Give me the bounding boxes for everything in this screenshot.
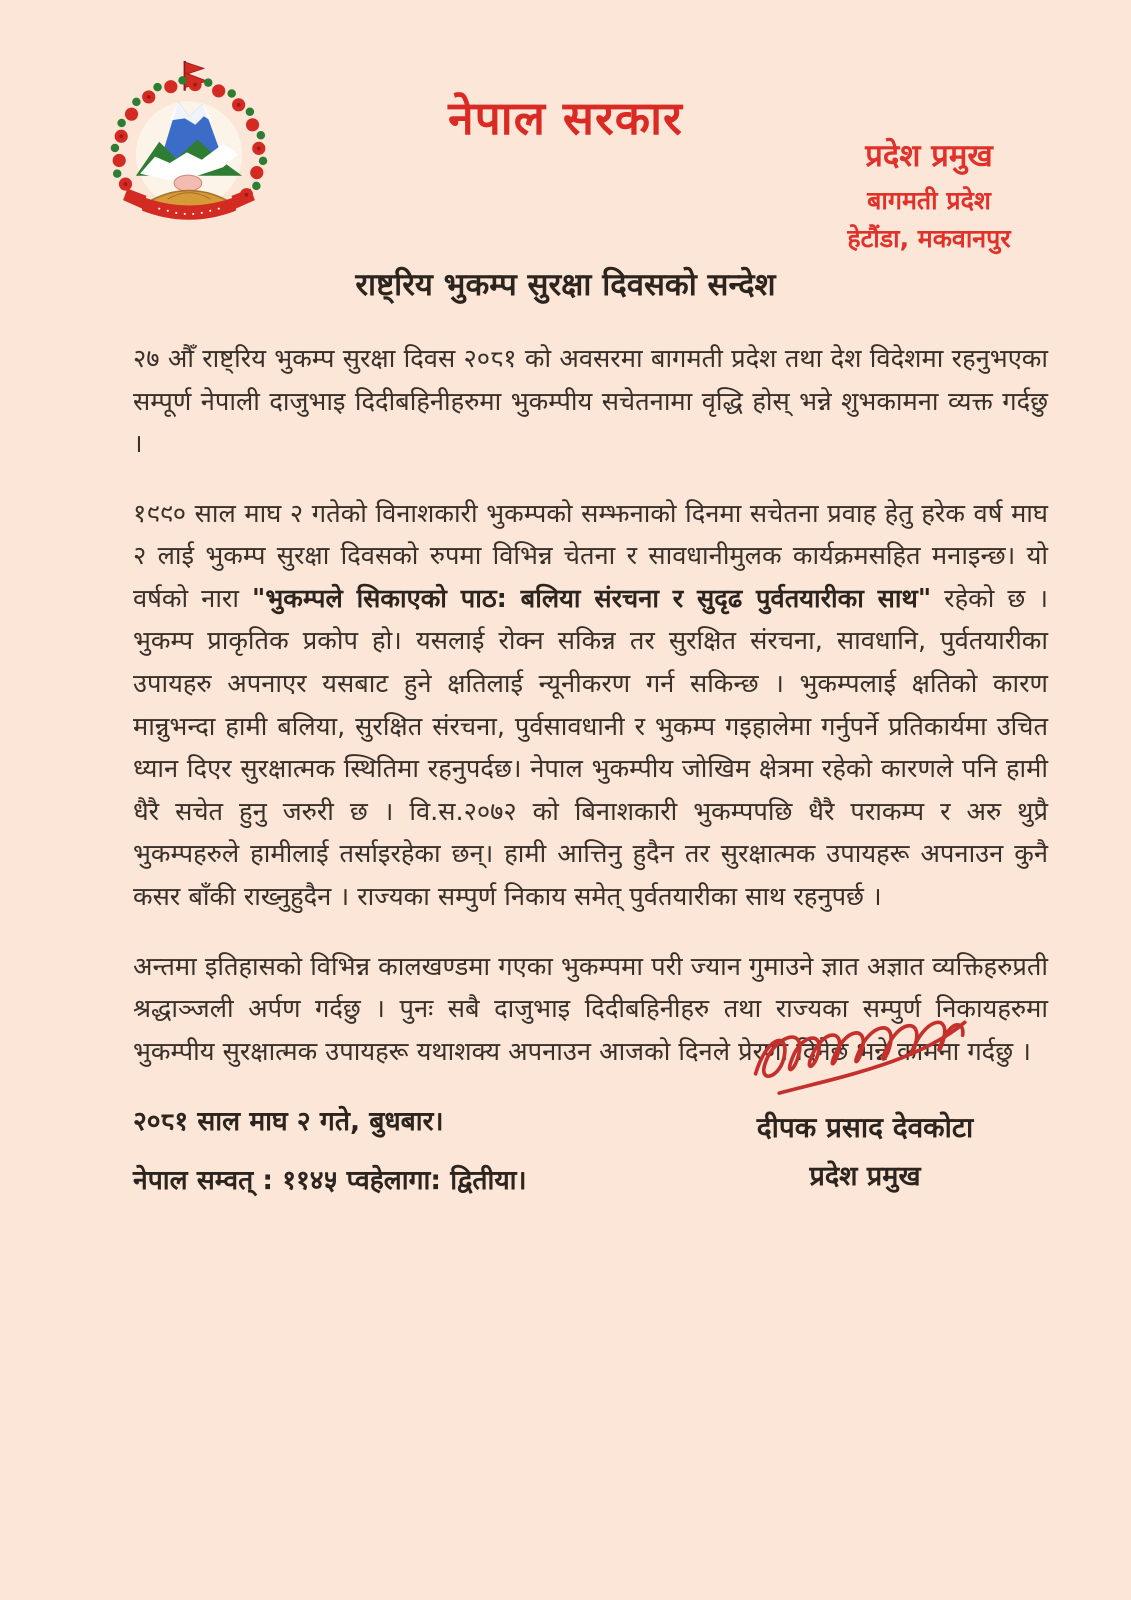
office-title: प्रदेश प्रमुख	[865, 138, 993, 174]
nepal-sambat-line: नेपाल सम्वत् : ११४५ प्वहेलागा: द्वितीया।	[133, 1164, 527, 1196]
office-block	[799, 136, 1059, 255]
paragraph-2-rest: रहेको छ । भुकम्प प्राकृतिक प्रकोप हो। यसलाई रोक्न सकिन्न तर सुरक्षित संरचना, सावधानि, पुर्वतयारीका उपायहरु अपनाएर यसबाट हुने क्षतिलाई न्यूनीकरण गर्न सकिन्छ । भुकम्पलाई क्षतिको कारण मान्नुभन्दा हामी बलिया, सुरक्षित संरचना, पुर्वसावधानी र भुकम्प गइहालेमा गर्नुपर्ने प्रतिकार्यमा उचित ध्यान दिएर सुरक्षात्मक स्थितिमा रहनुपर्दछ। नेपाल भुकम्पीय जोखिम क्षेत्रमा रहेको कारणले पनि हामी धैरै सचेत हुनु जरुरी छ । वि.स.२०७२ को बिनाशकारी भुकम्पपछि धैरै पराकम्प र अरु थुप्रै भुकम्पहरुले हामीलाई तर्साइरहेका छन्। हामी आत्तिनु हुदैन तर सुरक्षात्मक उपायहरू अपनाउन कुनै कसर बाँकी राख्नुहुदैन । राज्यका सम्पुर्ण निकाय समेत् पुर्वतयारीका साथ रहनुपर्छ ।	[133, 583, 1048, 912]
paragraph-2-lead: १९९० साल माघ २ गतेको विनाशकारी भुकम्पको सम्झनाको दिनमा सचेतना प्रवाह हेतु हरेक वर्ष माघ २ लाई भुकम्प सुरक्षा दिवसको रुपमा विभिन्न चेतना र सावधानीमुलक कार्यक्रमसहित मनाइन्छ। यो वर्षको नारा	[133, 498, 1048, 614]
paragraph-2	[133, 493, 1048, 919]
office-province: बागमती प्रदेश	[867, 185, 991, 215]
signature-block	[695, 988, 1035, 1193]
office-location: हेटौंडा, मकवानपुर	[847, 223, 1011, 253]
signatory-title: प्रदेश प्रमुख	[809, 1161, 921, 1192]
bikram-date-line: २०८१ साल माघ २ गते, बुधबार।	[133, 1106, 444, 1138]
paragraph-3: अन्तमा इतिहासको विभिन्न कालखण्डमा गएका भुकम्पमा परी ज्यान गुमाउने ज्ञात अज्ञात व्यक्तिहरुप्रती श्रद्धाञ्जली अर्पण गर्दछु । पुनः सबै दाजुभाइ दिदीबहिनीहरु तथा राज्यका सम्पुर्ण निकायहरुमा भुकम्पीय सुरक्षात्मक उपायहरू यथाशक्य अपनाउन आजको दिनले प्रेरणा दिनेछ भन्ने कामना गर्दछु ।	[133, 951, 1048, 1067]
subject-heading: राष्ट्रिय भुकम्प सुरक्षा दिवसको सन्देश	[355, 267, 776, 303]
signature-icon	[715, 988, 1015, 1106]
government-title: नेपाल सरकार	[448, 91, 683, 145]
paragraph-2-slogan: "भुकम्पले सिकाएको पाठ: बलिया संरचना र सुदृढ पुर्वतयारीका साथ"	[252, 583, 932, 614]
paragraph-1: २७ औँ राष्ट्रिय भुकम्प सुरक्षा दिवस २०८१ को अवसरमा बागमती प्रदेश तथा देश विदेशमा रहनुभएका सम्पूर्ण नेपाली दाजुभाइ दिदीबहिनीहरुमा भुकम्पीय सचेतनामा वृद्धि होस् भन्ने शुभकामना व्यक्त गर्दछु ।	[133, 344, 1048, 460]
signatory-name: दीपक प्रसाद देवकोटा	[756, 1111, 974, 1144]
